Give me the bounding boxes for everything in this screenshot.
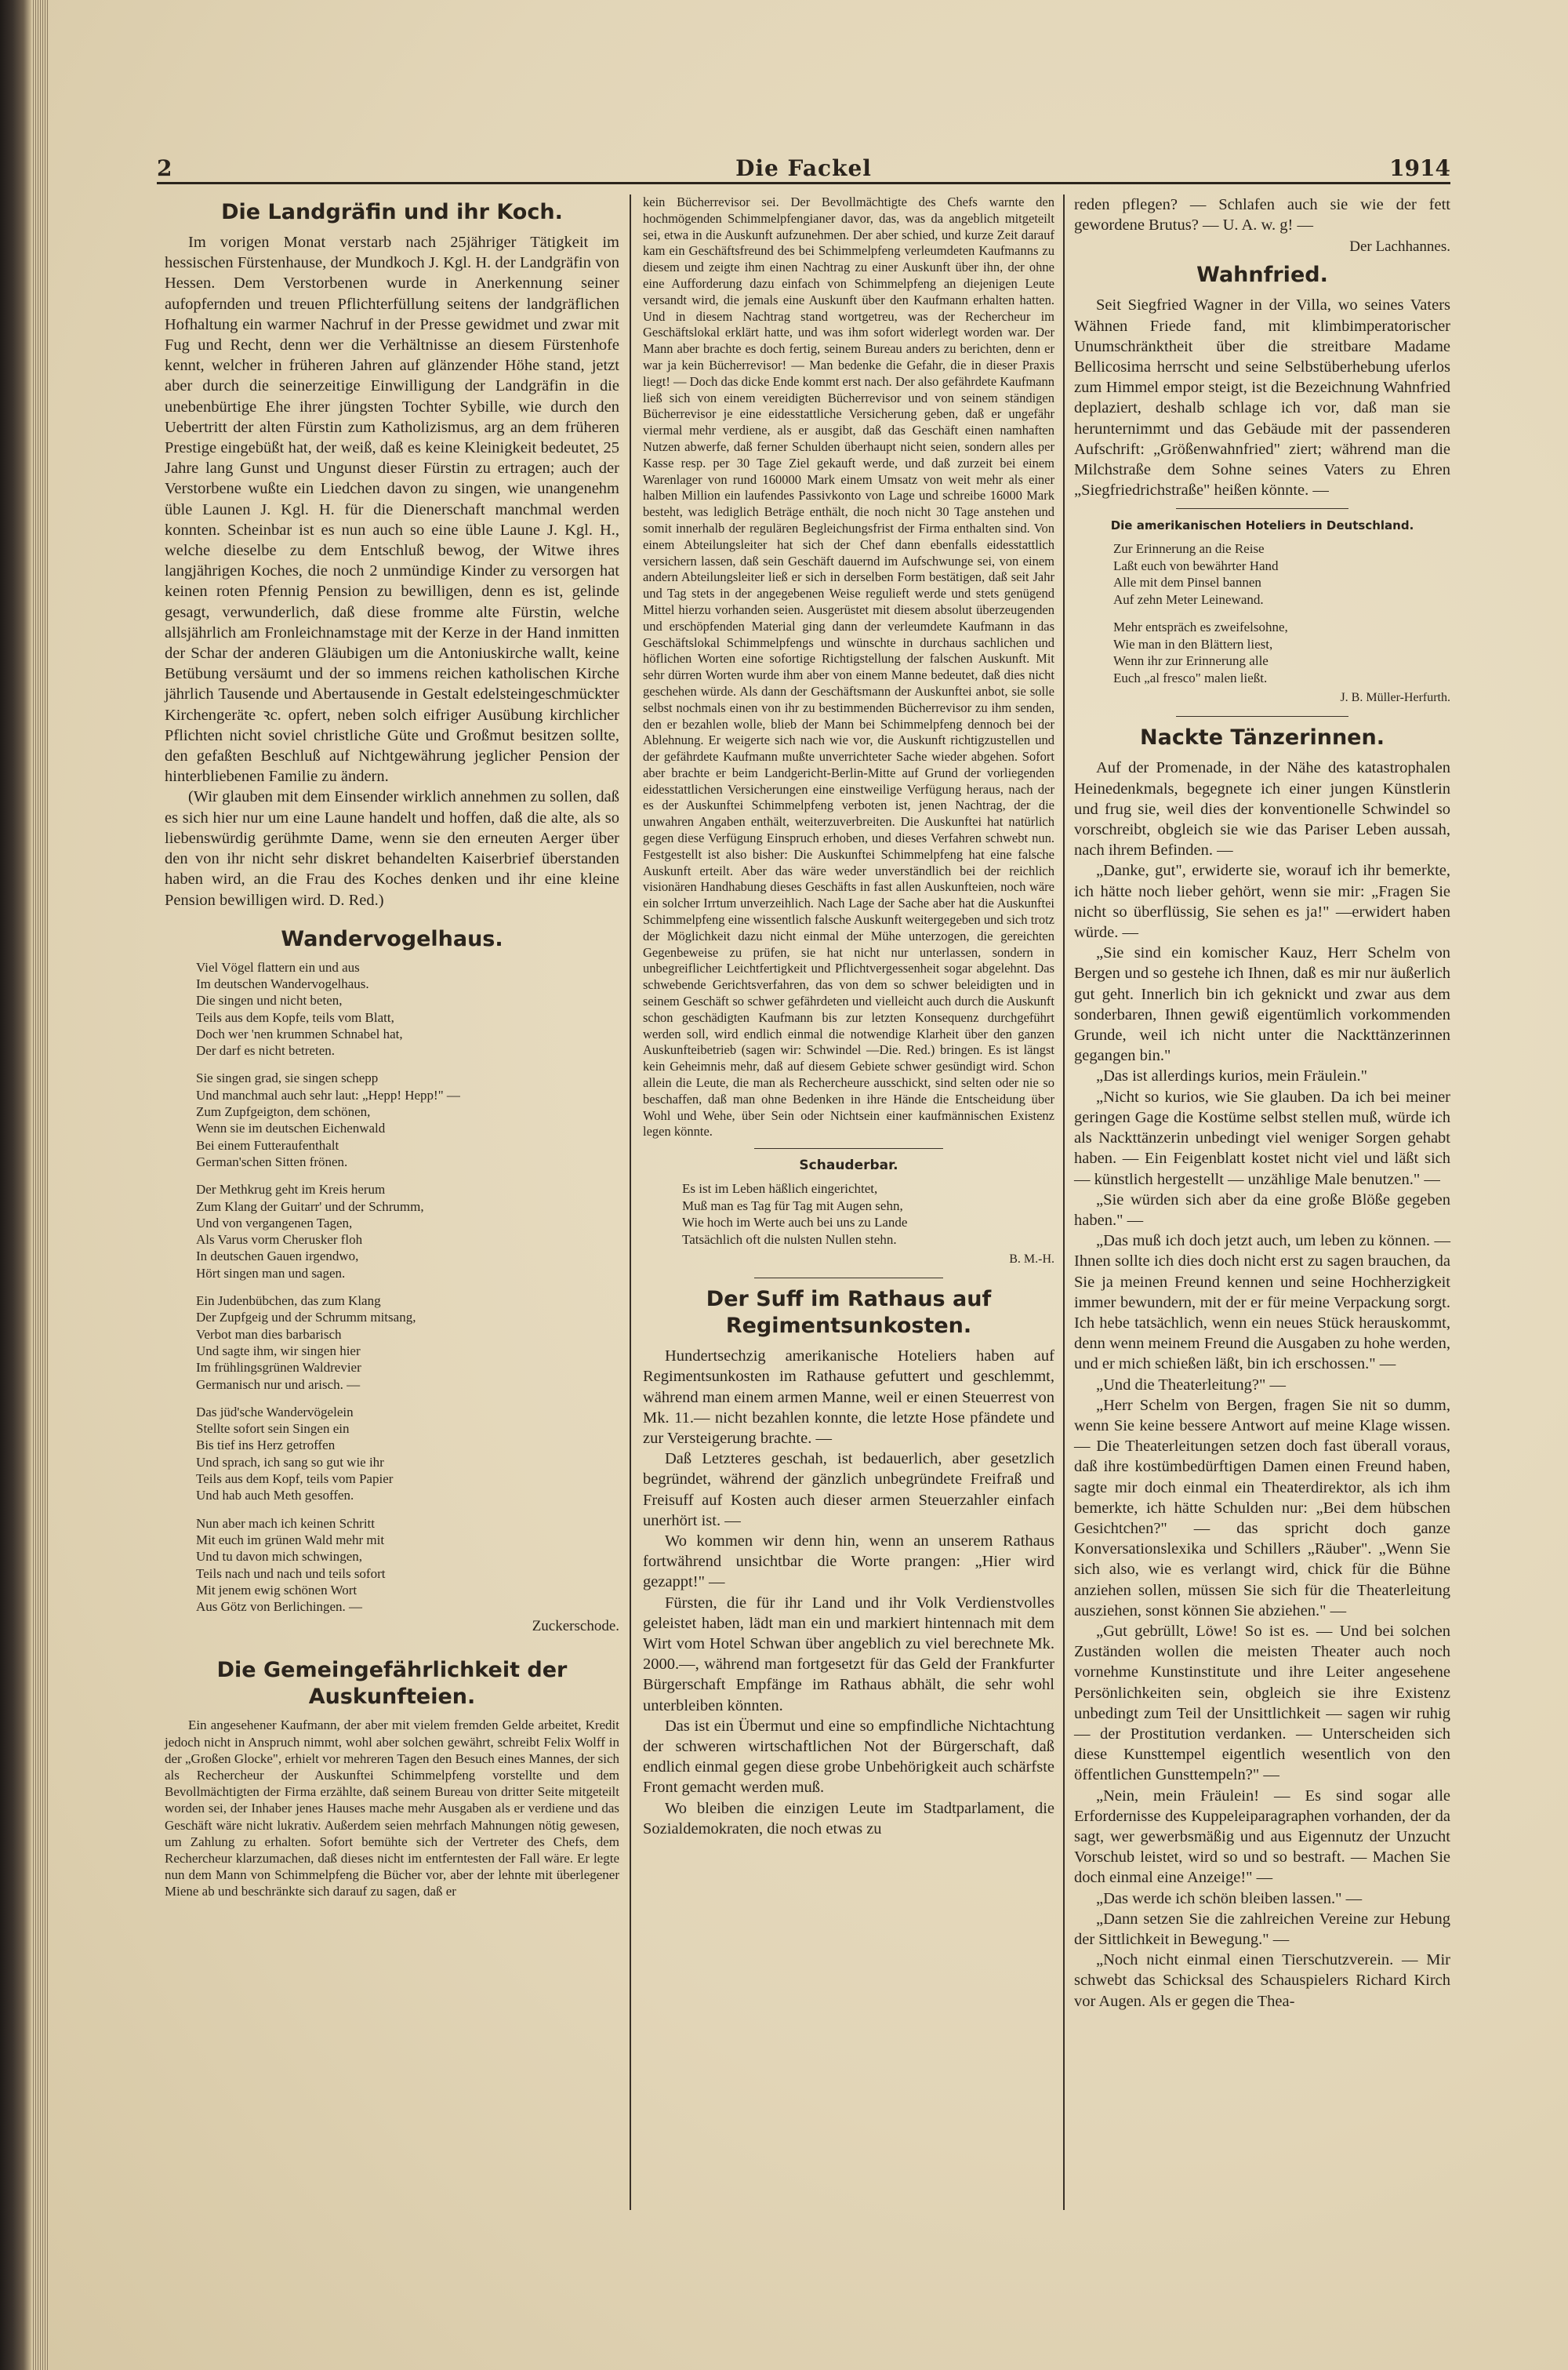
article-paragraph: Im vorigen Monat verstarb nach 25jähriger Tätigkeit im hessischen Fürstenhause, der Mundkoch J. Kgl. H. der Landgräfin von Hessen. Dem Verstorbenen wurde in Anerkennung seiner aufopfernden und treuen Pflichterfüllung seitens der landgräflichen Hofhaltung ein warmer Nachruf in der Presse gewidmet und zwar mit Fug und Recht, denn wer die Verhältnisse an diesem Fürstenhofe kennt, welcher in früheren Jahren auf glänzender Höhe stand, jetzt aber durch die seinerzeitige Einwilligung der Landgräfin in die unebenbürtige Ehe ihrer jüngsten Tochter Sybille, wie durch den Uebertritt der alten Fürstin zum Katholizismus, arg an dem früheren Prestige eingebüßt hat, der weiß, daß es keine Kleinigkeit bedeutet, 25 Jahre lang Gunst und Ungunst dieser Fürstin zu ertragen; auch der Verstorbene wußte ein Liedchen davon zu singen, wie unangenehm üble Launen J. Kgl. H. für die Dienerschaft manchmal werden konnten. Scheinbar ist es nun auch so eine üble Laune J. Kgl. H., welche dieselbe zu dem Entschluß bewog, der Witwe ihres langjährigen Koches, die noch 2 unmündige Kinder zu versorgen hat keinen roten Pfennig Pension zu bewilligen, denn es ist, gelinde gesagt, verwunderlich, daß diese fromme alte Fürstin, welche allsjährlich am Fronleichnamstage mit der Kerze in der Hand inmitten der Schar der anderen Gläubigen um die Antoniuskirche wallt, keine Betübung versäumt und der so immens reichen katholischen Kirche jährlich Tausende und Abertausende in Gestalt edelsteingeschmückter Kirchengeräte ꝛc. opfert, neben solch eifriger Ausübung kirchlicher Pflichten nicht soviel christliche Güte und Großmut besitzen sollte, den gefaßten Beschluß auf Nichtgewährung jeglicher Pension der hinterbliebenen Familie zu ändern. bbox=[165, 234, 619, 786]
article-paragraph: „Das werde ich schön bleiben lassen." — bbox=[1096, 1889, 1363, 1907]
article-paragraph: Seit Siegfried Wagner in der Villa, wo seines Vaters Wähnen Friede fand, mit klimbimperatorischer Unumschränktheit über die streitbare Madame Bellicosima herrscht und seine Selbstüberhebung uferlos zum Himmel empor steigt, ist die Bezeichnung Wahnfried deplaziert, deshalb schlage ich vor, daß man sie herunternimmt und das Gebäude mit der passenderen Aufschrift: „Größenwahnfried" ziert; während man die Milchstraße dem Sohne seines Vaters zu Ehren „Siegfriedrichstraße" heißen könnte. — bbox=[1074, 296, 1450, 500]
poem-signature: B. M.-H. bbox=[1009, 1252, 1054, 1267]
poem-signature: Zuckerschode. bbox=[532, 1618, 619, 1635]
article-paragraph: Das ist ein Übermut und eine so empfindliche Nichtachtung der schweren wirtschaftlichen Not der Bürgerschaft, daß endlich einmal gegen diese grobe Unbehörigkeit auch schärfste Front gemacht werden muß. bbox=[643, 1717, 1054, 1797]
page-header bbox=[157, 155, 1450, 184]
poem-title-schauderbar: Schauderbar. bbox=[799, 1158, 898, 1174]
article-paragraph: Wo kommen wir denn hin, wenn an unserem Rathaus fortwährend unsichtbar die Worte prangen: „Hier wird gezappt!" — bbox=[643, 1532, 1054, 1591]
column-rule-1 bbox=[630, 194, 631, 2210]
page-edges bbox=[31, 0, 49, 2370]
article-title-wahnfried: Wahnfried. bbox=[1196, 263, 1328, 288]
poem-title-hoteliers: Die amerikanischen Hoteliers in Deutschland. bbox=[1110, 518, 1414, 533]
poem-stanza: Zur Erinnerung an die Reise Laßt euch von bewährter Hand Alle mit dem Pinsel bannen Auf zehn Meter Leinewand. bbox=[1113, 541, 1279, 607]
article-paragraph: Hundertsechzig amerikanische Hoteliers haben auf Regimentsunkosten im Rathause gefuttert und geschlemmt, während man einem armen Manne, weil er einen Steuerrest von Mk. 11.— nicht bezahlen konnte, die letzte Hose pfändete und zur Versteigerung brachte. — bbox=[643, 1347, 1054, 1448]
poem-stanza: Sie singen grad, sie singen schepp Und manchmal auch sehr laut: „Hepp! Hepp!" — Zum Zupfgeigton, dem schönen, Wenn sie im deutschen Eichenwald Bei einem Futteraufenthalt German'schen Sitten frönen. bbox=[196, 1070, 460, 1169]
article-signature: Der Lachhannes. bbox=[1349, 238, 1450, 256]
article-paragraph: Ein angesehener Kaufmann, der aber mit vielem fremden Gelde arbeitet, Kredit jedoch nicht in Anspruch nimmt, wohl aber solchen gewährt, schreibt Felix Wolff in der „Großen Glocke", erhielt vor mehreren Tagen den Besuch eines Mannes, der sich als Rechercheur der Auskunftei Schimmelpfeng vorstellte und dem Bevollmächtigten der Firma erzählte, daß seinem Bureau von dritter Seite mitgeteilt worden sei, der Inhaber jenes Hauses mache mehr Ausgaben als er verdiene und das Geschäft wäre nicht lukrativ. Außerdem seien mehrfach Mahnungen nötig gewesen, um Zahlung zu erhalten. Sofort bemühte sich der Vertreter des Chefs, dem Rechercheur klarzumachen, daß dieses nicht im entferntesten der Fall wäre. Er legte nun dem Mann von Schimmelpfeng die Bücher vor, aber der lehnte mit überlegener Miene ab und beschränkte sich darauf zu sagen, daß er bbox=[165, 1718, 619, 1899]
poem-signature: J. B. Müller-Herfurth. bbox=[1340, 691, 1450, 705]
article-title-landgraefin: Die Landgräfin und ihr Koch. bbox=[221, 200, 563, 224]
article-paragraph: (Wir glauben mit dem Einsender wirklich annehmen zu sollen, daß es sich hier nur um eine Laune handelt und hoffen, daß die alte, als so liebenswürdig gerühmte Dame, wenn sie den erneuten Aerger über den von ihr nicht sehr diskret behandelten Kaiserbrief überstanden haben wird, an die Frau des Koches denken und ihr eine kleine Pension bewilligen wird. D. Red.) bbox=[165, 788, 619, 909]
divider bbox=[1176, 716, 1349, 717]
page-number: 2 bbox=[157, 155, 172, 181]
poem-stanza: Das jüd'sche Wandervögelein Stellte sofort sein Singen ein Bis tief ins Herz getroffen Und sprach, ich sang so gut wie ihr Teils aus dem Kopf, teils vom Papier Und hab auch Meth gesoffen. bbox=[196, 1404, 394, 1503]
article-paragraph: kein Bücherrevisor sei. Der Bevollmächtigte des Chefs warnte den hochmögenden Schimmelpfengianer davor, das, was da angeblich mitgeteilt sei, etwa in die Auskunft aufzunehmen. Der aber schied, und kurze Zeit darauf kam ein Geschäftsfreund des bei Schimmelpfeng verleumdeten Kaufmanns zu diesem und zeigte ihm einen Nachtrag zu einer Auskunft über ihn, der ohne eine Aufforderung dazu einfach von Schimmelpfeng an diejenigen Leute versandt wird, die jemals eine Auskunft über den Kaufmann erhalten hatten. Und in diesem Nachtrag stand wortgetreu, was der Rechercheur im Geschäftslokal erklärt hatte, und was ihm sofort widerlegt worden war. Der Mann aber brachte es doch fertig, seinem Bureau anders zu berichten, denn er war ja kein Bücherrevisor! — Man bedenke die Gefahr, die in dieser Praxis liegt! — Doch das dicke Ende kommt erst nach. Der also gefährdete Kaufmann ließ sich von einem vereidigten Bücherrevisor und von seinem ständigen Bücherrevisor je eine eidesstattliche Versicherung geben, daß er ungefähr viermal mehr verdiene, als er ausgibt, daß das Geschäft einen namhaften Nutzen abwerfe, daß ferner Schulden überhaupt nicht seien, sondern alles per Kasse resp. per 30 Tage Ziel gekauft werde, und daß zurzeit bei einem Warenlager von rund 160000 Mark einem Umsatz von weit mehr als einer halben Million ein laufendes Passivkonto von Lage und schreibe 16000 Mark besteht, was lediglich Beträge enthält, die noch nicht 30 Tage anstehen und somit innerhalb der regulären Begleichungsfrist der Firma enthalten sind. Von einem Abteilungsleiter hat sich der Chef dann ebenfalls eidesstattlich versichern lassen, daß sein Geschäft dauernd im Aufschwunge sei, von einem andern Abteilungsleiter ließ er sich in derselben Form bestätigen, daß seit Jahr und Tag stets in der angegebenen Weise regulieft werde und stets genügend Mittel hierzu vorhanden seien. Ausgerüstet mit diesem absolut überzeugenden und erschöpfenden Material ging dann der verleumdete Kaufmann in das Geschäftslokal Schimmelpfengs und wünschte in durchaus sachlichen und höflichen Worten eine sofortige Richtigstellung der falschen Auskunft. Mit sehr dürren Worten wurde ihm aber von einem Manne bedeutet, daß dies nicht geschehen würde. Als dann der Geschäftsmann der Auskunftei anbot, sie solle selbst nochmals einen von ihr zu bestimmenden Bücherrevisor zu ihm senden, den er bezahlen wolle, blieb der Mann bei Schimmelpfeng dennoch bei der Ablehnung. Er weigerte sich nach wie vor, die Auskunft richtigzustellen und der gefährdete Kaufmann mußte unverrichteter Sache wieder abgehen. Sofort aber brachte er beim Landgericht-Berlin-Mitte auf Grund der vorliegenden eidesstattlichen Versicherungen eine einstweilige Verfügung heraus, nach der es der Auskunftei Schimmelpfeng verboten ist, jenen Nachtrag, der die unwahren Angaben enthält, weiterzuverbreiten. Die Auskunftei hat natürlich gegen diese Verfügung Einspruch erhoben, und dieses Verfahren schwebt nun. Festgestellt ist also bisher: Die Auskunftei Schimmelpfeng hat eine falsche Auskunft erteilt. Aber das wäre weder unverständlich bei der reichlich visionären Handhabung dieses Geschäfts in fast allen Auskunfteien, noch wäre ein solcher Irrtum unverzeihlich. Nach Lage der Sache aber hat die Auskunftei Schimmelpfeng eine wissentlich falsche Auskunft weitergegeben und sich trotz der Möglichkeit dazu nicht einmal der Mühe unterzogen, die gereichten Gegenbeweise zu prüfen, sie hat nicht nur unterlassen, sondern in unbegreiflicher Leichtfertigkeit und Pflichtvergessenheit sogar abgelehnt. Das schwebende Gerichtsverfahren, das von dem so schwer beleidigten und in seinem Geschäft so schwer gefährdeten und vielleicht auch durch die Auskunft schon geschädigten Kaufmann bis zur letzten Konsequenz durchgeführt werden soll, wird endlich einmal die notwendige Klarheit über den ganzen Auskunfteibetrieb (sagen wir: Schwindel —Die. Red.) bringen. Es ist längst kein Geheimnis mehr, daß auf diesem Gebiete schwer gesündigt wird. Schon allein die Leute, die man als Rechercheure ausschickt, sind selten oder nie so beschaffen, daß man ohne Bedenken in ihre Hände die Entscheidung über Wohl und Wehe, über Sein oder Nichtsein einer kaufmännischen Existenz legen könnte. bbox=[643, 194, 1054, 1140]
divider bbox=[1176, 508, 1349, 509]
column-2 bbox=[643, 194, 1054, 1839]
article-paragraph: reden pflegen? — Schlafen auch sie wie der fett gewordene Brutus? — U. A. w. g! — bbox=[1074, 196, 1450, 234]
column-3 bbox=[1074, 194, 1450, 2012]
divider bbox=[754, 1148, 944, 1149]
article-paragraph: „Das muß ich doch jetzt auch, um leben zu können. — Ihnen sollte ich dies doch nicht erst zu sagen brauchen, da Sie ja meinen Freund kennen und seine Hochherzigkeit immer bewundern, mit der er für meine Verpackung sorgt. Ich hebe tatsächlich, wenn ein neues Stück herauskommt, denn wenn meinem Freund die Ausgaben zu hohe werden, und er mich schießen läßt, bin ich erschossen." — bbox=[1074, 1232, 1450, 1373]
poem-stanza: Ein Judenbübchen, das zum Klang Der Zupfgeig und der Schrumm mitsang, Verbot man dies barbarisch Und sagte ihm, wir singen hier Im frühlingsgrünen Waldrevier Germanisch nur und arisch. — bbox=[196, 1293, 416, 1392]
article-paragraph: „Gut gebrüllt, Löwe! So ist es. — Und bei solchen Zuständen wollen die meisten Theater auch noch vornehme Kunstinstitute und ihre Leiter angesehene Persönlichkeiten sein, obgleich sie ihre Existenz unbedingt zum Teil der Unsittlichkeit — sagen wir ruhig — der Prostitution verdanken. — Unterscheiden sich diese Kunsttempel eigentlich wesentlich von den öffentlichen Gunsttempeln?" — bbox=[1074, 1622, 1450, 1784]
column-rule-2 bbox=[1063, 194, 1065, 2210]
article-paragraph: „Das ist allerdings kurios, mein Fräulein." bbox=[1096, 1067, 1367, 1085]
article-paragraph: „Sie sind ein komischer Kauz, Herr Schelm von Bergen und so gestehe ich Ihnen, daß es mir nur äußerlich gut geht. Innerlich bin ich geknickt und zwar aus dem sonderbaren, Ihnen gewiß eigentümlich vorkommenden Grunde, weil ich nicht unter die Nackttänzerinnen gegangen bin." bbox=[1074, 944, 1450, 1065]
article-paragraph: „Sie würden sich aber da eine große Blöße gegeben haben." — bbox=[1074, 1190, 1450, 1229]
article-paragraph: „Nicht so kurios, wie Sie glauben. Da ich bei meiner geringen Gage die Kostüme selbst stellen muß, würde ich als Nackttänzerin unbedingt viel weniger Sorgen gehabt haben. — Ein Feigenblatt kostet nicht viel und läßt sich — künstlich hergestellt — unzählige Male benutzen." — bbox=[1074, 1088, 1450, 1188]
article-paragraph: „Noch nicht einmal einen Tierschutzverein. — Mir schwebt das Schicksal des Schauspielers Richard Kirch vor Augen. Als er gegen die Thea- bbox=[1074, 1951, 1450, 2010]
article-paragraph: „Nein, mein Fräulein! — Es sind sogar alle Erfordernisse des Kuppeleiparagraphen vorhanden, der da sagt, wer gewerbsmäßig und aus Eigennutz der Unzucht Vorschub leistet, wird so und so bestraft. — Machen Sie doch einmal eine Anzeige!" — bbox=[1074, 1787, 1450, 1887]
poem-stanza: Nun aber mach ich keinen Schritt Mit euch im grünen Wald mehr mit Und tu davon mich schwingen, Teils nach und nach und teils sofort Mit jenem ewig schönen Wort Aus Götz von Berlichingen. — bbox=[196, 1515, 386, 1615]
poem-stanza: Der Methkrug geht im Kreis herum Zum Klang der Guitarr' und der Schrumm, Und von vergangenen Tagen, Als Varus vorm Cherusker floh In deutschen Gauen irgendwo, Hört singen man und sagen. bbox=[196, 1182, 424, 1281]
article-paragraph: Auf der Promenade, in der Nähe des katastrophalen Heinedenkmals, begegnete ich einer jungen Künstlerin und frug sie, weil dies der konventionelle Schwindel so vorschreibt, obgleich sie wie das Pariser Leben aussah, nach ihrem Befinden. — bbox=[1074, 759, 1450, 860]
masthead-title: Die Fackel bbox=[735, 155, 872, 181]
page-year: 1914 bbox=[1389, 155, 1450, 181]
article-title-wandervogelhaus: Wandervogelhaus. bbox=[281, 926, 503, 951]
article-paragraph: „Danke, gut", erwiderte sie, worauf ich ihr bemerkte, ich hätte noch lieber gehört, wenn sie mir: „Fragen Sie nicht so überflüssig, Sie sehen es ja!" —erwidert haben würde. — bbox=[1074, 862, 1450, 942]
article-paragraph: Fürsten, die für ihr Land und ihr Volk Verdienstvolles geleistet haben, lädt man ein und markiert hintennach mit dem Wirt vom Hotel Schwan über angeblich zu viel berechnete Mk. 2000.—, während man fortgesetzt für das Geld der Frankfurter Bürgerschaft Empfänge im Rathaus abhält, die sehr wohl unterbleiben könnten. bbox=[643, 1594, 1054, 1714]
article-paragraph: „Dann setzen Sie die zahlreichen Vereine zur Hebung der Sittlichkeit in Bewegung." — bbox=[1074, 1910, 1450, 1949]
poem-stanza: Es ist im Leben häßlich eingerichtet, Muß man es Tag für Tag mit Augen sehn, Wie hoch im Werte auch bei uns zu Lande Tatsächlich oft die nulsten Nullen stehn. bbox=[682, 1181, 908, 1247]
article-title-auskunfteien: Die Gemeingefährlichkeit der Auskunfteien. bbox=[216, 1658, 568, 1710]
poem-stanza: Mehr entspräch es zweifelsohne, Wie man in den Blättern liest, Wenn ihr zur Erinnerung alle Euch „al fresco" malen ließt. bbox=[1113, 620, 1288, 685]
article-title-suff-im-rathaus: Der Suff im Rathaus auf Regimentsunkosten. bbox=[706, 1287, 992, 1339]
book-binding bbox=[0, 0, 31, 2370]
article-paragraph: Wo bleiben die einzigen Leute im Stadtparlament, die Sozialdemokraten, die noch etwas zu bbox=[643, 1799, 1054, 1837]
article-title-nackte-taenzerinnen: Nackte Tänzerinnen. bbox=[1140, 725, 1385, 751]
article-paragraph: Daß Letzteres geschah, ist bedauerlich, aber gesetzlich begründet, während der gänzlich unbegründete Freifraß und Freisuff auf Kosten auch dieser armen Steuerzahler einfach unerhört ist. — bbox=[643, 1450, 1054, 1529]
article-paragraph: „Und die Theaterleitung?" — bbox=[1096, 1376, 1286, 1394]
article-paragraph: „Herr Schelm von Bergen, fragen Sie nit so dumm, wenn Sie keine bessere Antwort auf meine Klage wissen. — Die Theaterleitungen setzen doch fast überall voraus, daß ihre kostümbedürftigen Damen einen Freund haben, sagte mir doch einmal ein Theaterdirektor, als ich ihm bemerkte, ich hätte Schulden nur: „Bei dem hübschen Gesichtchen?" — das spricht doch ganze Konversationslexika und Schillers „Räuber". „Wenn Sie sich also, wie es verlangt wird, chick für die Bühne anziehen sollen, müssen Sie sich für die Theaterleitung ausziehen, sonst können Sie abziehen." — bbox=[1074, 1396, 1450, 1619]
poem-stanza: Viel Vögel flattern ein und aus Im deutschen Wandervogelhaus. Die singen und nicht beten, Teils aus dem Kopfe, teils vom Blatt, Doch wer 'nen krummen Schnabel hat, Der darf es nicht betreten. bbox=[196, 959, 403, 1059]
column-1 bbox=[165, 194, 619, 1900]
